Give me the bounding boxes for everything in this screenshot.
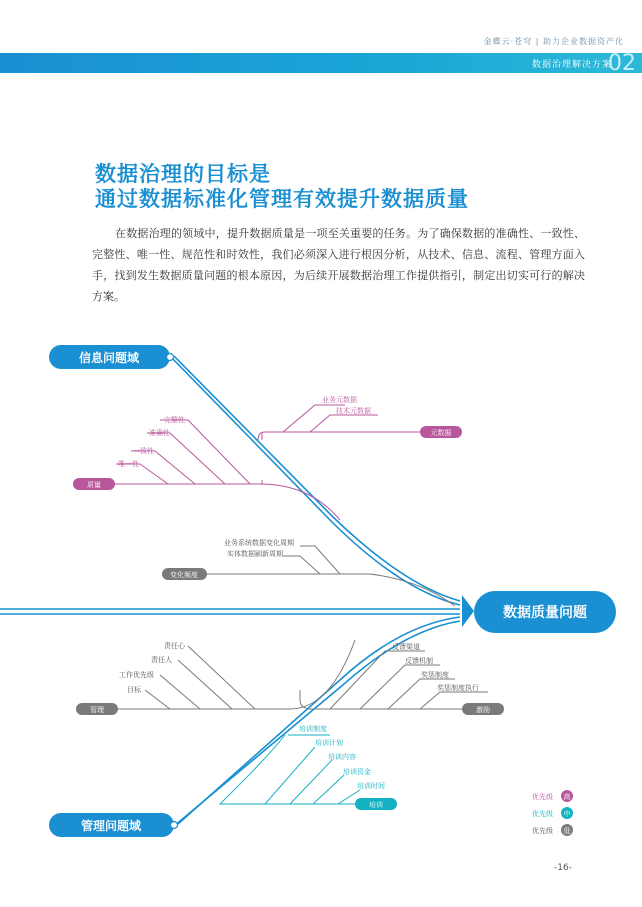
training-item-5: 培训时间 <box>357 782 385 790</box>
head-label: 数据质量问题 <box>503 605 587 621</box>
management-label: 管理 <box>90 706 104 714</box>
metadata-item-2: 技术元数据 <box>336 407 371 415</box>
spine <box>0 609 460 614</box>
quality-item-1: 完整性 <box>164 416 185 424</box>
management-item-2: 责任人 <box>151 656 172 664</box>
quality-item-3: 一致性 <box>133 447 154 455</box>
management-item-4: 目标 <box>127 686 141 694</box>
training-item-3: 培训内容 <box>328 753 356 761</box>
priority-level-low: 低 <box>563 827 571 835</box>
brand-header: 金蝶云·苍穹 | 助力企业数据资产化 <box>483 37 624 46</box>
priority-level-high: 高 <box>563 793 571 801</box>
training-item-4: 培训资金 <box>343 768 371 776</box>
metadata-item-1: 业务元数据 <box>322 396 357 404</box>
incentive-label: 激励 <box>476 706 490 714</box>
priority-legend <box>532 790 573 836</box>
incentive-branch <box>300 651 488 709</box>
priority-label-low: 优先级 <box>532 827 553 835</box>
priority-label-mid: 优先级 <box>532 810 553 818</box>
priority-label-high: 优先级 <box>532 793 553 801</box>
training-item-2: 培训计划 <box>315 739 343 747</box>
section-number: 02 <box>608 51 636 76</box>
domain-info-label: 信息问题域 <box>78 351 140 365</box>
page-number: -16- <box>554 863 572 873</box>
frequency-item-1: 业务系统数据变化周期 <box>224 539 294 547</box>
management-item-3: 工作优先级 <box>119 671 154 679</box>
upper-bone-a <box>170 356 460 605</box>
intro-paragraph: 在数据治理的领域中，提升数据质量是一项至关重要的任务。为了确保数据的准确性、一致性、完整性、唯一性、规范性和时效性，我们必须深入进行根因分析，从技术、信息、流程、管理方面入手，找到发生数据质量问题的根本原因，为后续开展数据治理工作提供指引，制定出切实可行的解决方案。 <box>92 227 585 303</box>
head-arrow <box>462 595 474 627</box>
page-title-line2: 通过数据标准化管理有效提升数据质量 <box>95 187 469 211</box>
quality-label: 质量 <box>87 481 101 489</box>
upper-bone-b <box>174 356 460 601</box>
quality-item-4: 唯一性 <box>118 460 139 468</box>
incentive-item-3: 奖惩制度 <box>421 671 449 679</box>
metadata-label: 元数据 <box>430 429 452 437</box>
domain-mgmt-label: 管理问题域 <box>80 819 142 833</box>
training-item-1: 培训制度 <box>299 725 327 733</box>
quality-item-2: 准确性 <box>149 429 170 437</box>
training-label: 培训 <box>369 801 383 809</box>
lower-bone-b <box>174 621 460 826</box>
priority-level-mid: 中 <box>563 810 571 818</box>
page-title-line1: 数据治理的目标是 <box>95 162 271 186</box>
frequency-item-2: 实体数据刷新周期 <box>227 550 283 558</box>
incentive-item-2: 反馈机制 <box>405 657 433 665</box>
management-item-1: 责任心 <box>164 642 185 650</box>
frequency-label: 变化频度 <box>170 571 198 579</box>
incentive-item-4: 奖惩制度执行 <box>437 684 479 692</box>
incentive-item-1: 反馈渠道 <box>392 643 420 651</box>
section-title: 数据治理解决方案 <box>531 60 612 70</box>
